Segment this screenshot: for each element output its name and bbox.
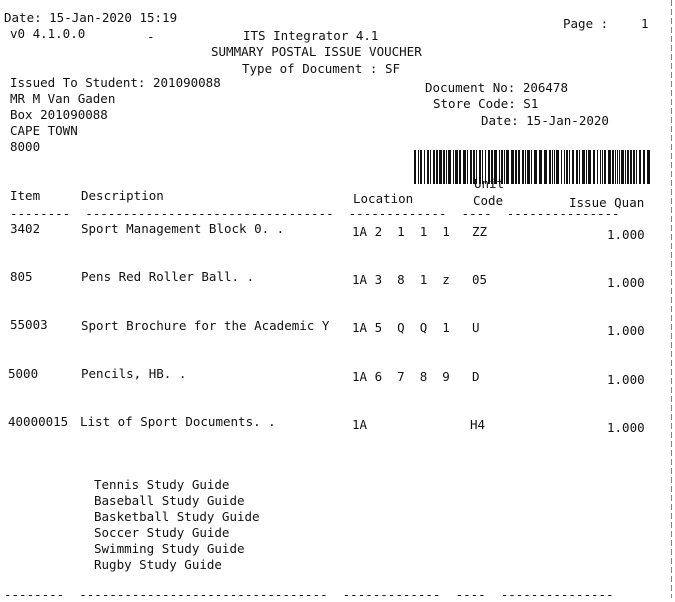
header-item: Item [10,188,41,203]
row-code: H4 [470,417,486,432]
header-unit: Unit [474,176,505,191]
row-location: 1A 3 8 1 z [352,272,450,287]
row-description: Sport Management Block 0. . [81,221,285,236]
issued-to: Issued To Student: 201090088 [10,75,221,90]
list-item: Soccer Study Guide [94,525,230,540]
row-location: 1A 6 7 8 9 [352,369,450,384]
list-item: Baseball Study Guide [94,493,245,508]
store-code: Store Code: S1 [433,96,539,111]
row-item: 40000015 [8,414,69,429]
header-issue-quan: Issue Quan [569,195,645,210]
recipient-name: MR M Van Gaden [10,91,116,106]
row-item: 55003 [10,317,48,332]
document-type: Type of Document : SF [242,61,401,76]
header-divider: -------- --------------------------------- ------------- ---- --------------- [10,206,620,221]
recipient-postal-code: 8000 [10,139,41,154]
row-quantity: 1.000 [607,227,645,242]
barcode [414,150,650,184]
row-item: 3402 [10,221,41,236]
recipient-city: CAPE TOWN [10,123,78,138]
row-code: U [472,320,480,335]
row-code: 05 [472,272,488,287]
row-item: 5000 [8,366,39,381]
list-item: Rugby Study Guide [94,557,222,572]
document-date: Date: 15-Jan-2020 [481,113,609,128]
row-description: List of Sport Documents. . [80,414,276,429]
row-item: 805 [10,269,33,284]
margin-line [671,0,672,598]
row-description: Pens Red Roller Ball. . [81,269,255,284]
list-item: Basketball Study Guide [94,509,260,524]
header-code: Code [473,193,504,208]
header-description: Description [81,188,164,203]
version-label: v0 4.1.0.0 [10,26,86,41]
version-dash: - [147,29,155,44]
footer-divider: -------- --------------------------------- ------------- ---- --------------- [4,587,614,602]
list-item: Swimming Study Guide [94,541,245,556]
row-description: Pencils, HB. . [81,366,187,381]
row-location: 1A 5 Q Q 1 [352,320,450,335]
row-location: 1A [352,417,368,432]
row-location: 1A 2 1 1 1 [352,224,450,239]
row-description: Sport Brochure for the Academic Y [81,318,330,333]
list-item: Tennis Study Guide [94,477,230,492]
row-quantity: 1.000 [607,420,645,435]
recipient-box: Box 201090088 [10,107,108,122]
row-code: D [472,369,480,384]
page-label: Page : [563,16,609,31]
print-date: Date: 15-Jan-2020 15:19 [4,10,178,25]
row-quantity: 1.000 [607,275,645,290]
row-quantity: 1.000 [607,372,645,387]
row-code: ZZ [472,224,488,239]
system-title: ITS Integrator 4.1 [243,28,379,43]
document-number: Document No: 206478 [425,80,568,95]
page-number: 1 [641,16,649,31]
row-quantity: 1.000 [607,323,645,338]
header-location: Location [353,191,414,206]
voucher-title: SUMMARY POSTAL ISSUE VOUCHER [211,44,422,59]
